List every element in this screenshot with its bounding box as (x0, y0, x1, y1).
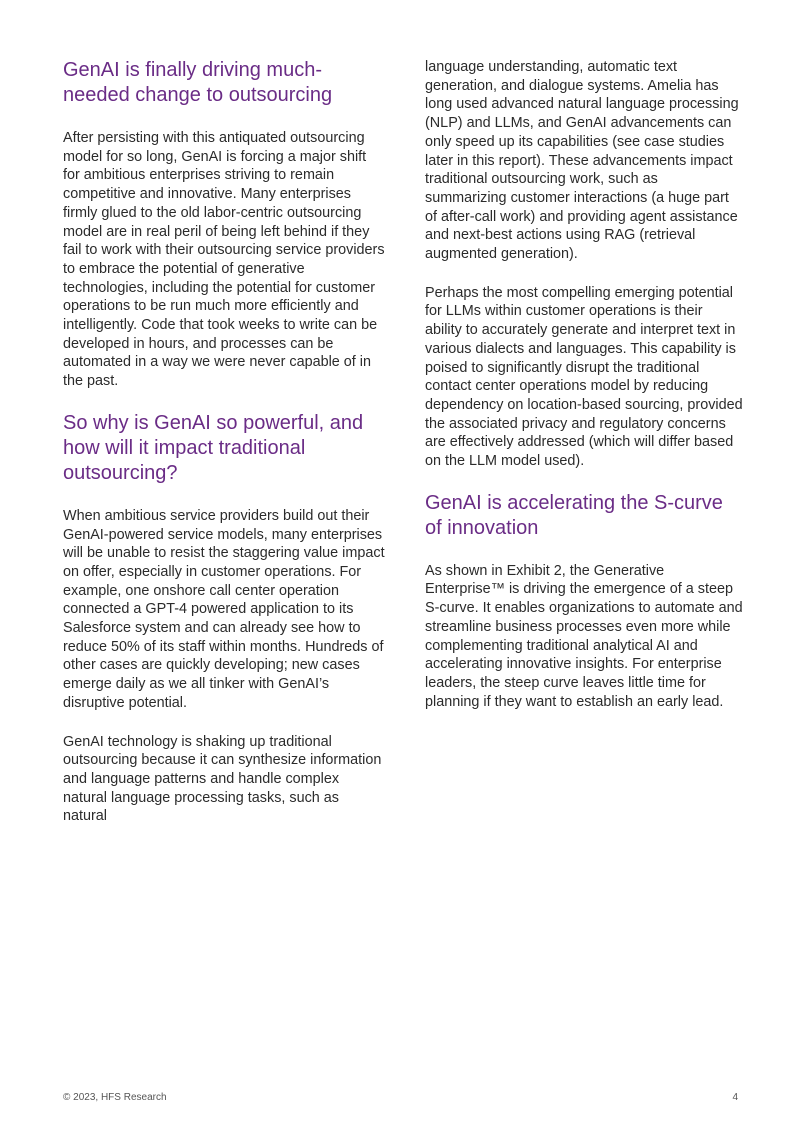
left-column (63, 58, 385, 846)
section-heading-why-genai-powerful: So why is GenAI so powerful, and how will it impact traditional outsourcing? (63, 411, 364, 484)
page-footer (63, 1092, 738, 1103)
paragraph-antiquated-model: After persisting with this antiquated outsourcing model for so long, GenAI is forcing a major shift for ambitious enterprises striving to remain competitive and innovative. Many enterprises firmly glued to the old labor-centric outsourcing model are in real peril of being left behind if they fail to work with their outsourcing service providers to embrace the potential of generative technologies, including the potential for customer operations to be run much more efficiently and intelligently. Code that took weeks to write can be developed in hours, and processes can be automated in a way we were never capable of in the past. (63, 130, 385, 390)
paragraph-service-providers: When ambitious service providers build out their GenAI-powered service models, many enterprises will be unable to resist the staggering value impact on offer, especially in customer operations. For example, one onshore call center operation connected a GPT-4 powered application to its Salesforce system and can already see how to reduce 50% of its staff within months. Hundreds of other cases are quickly developing; new cases emerge daily as we all tinker with GenAI’s disruptive potential. (63, 507, 385, 711)
section-heading-outsourcing-change: GenAI is finally driving much-needed change to outsourcing (63, 59, 333, 106)
right-column (425, 58, 743, 731)
section-heading-s-curve: GenAI is accelerating the S-curve of innovation (425, 491, 723, 539)
paragraph-llm-potential: Perhaps the most compelling emerging potential for LLMs within customer operations is their ability to accurately generate and interpret text in various dialects and languages. This capability is poised to significantly disrupt the traditional contact center operations model by reducing dependency on location-based sourcing, provided the associated privacy and regulatory concerns are effectively addressed (which will differ based on the LLM model used). (425, 284, 743, 470)
paragraph-language-understanding: language understanding, automatic text generation, and dialogue systems. Amelia has long used advanced natural language processing (NLP) and LLMs, and GenAI advancements can only speed up its capabilities (see case studies later in this report). These advancements impact traditional outsourcing work, such as summarizing customer interactions (a huge part of after-call work) and providing agent assistance and next-best actions using RAG (retrieval augmented generation). (425, 59, 739, 263)
paragraph-exhibit-2: As shown in Exhibit 2, the Generative Enterprise™ is driving the emergence of a steep S-curve. It enables organizations to automate and streamline business processes even more while complementing traditional analytical AI and accelerating innovative insights. For enterprise leaders, the steep curve leaves little time for planning if they want to establish an early lead. (425, 562, 743, 710)
paragraph-genai-technology: GenAI technology is shaking up traditional outsourcing because it can synthesize information and language patterns and handle complex natural language processing tasks, such as natural (63, 733, 382, 825)
page-number: 4 (732, 1092, 738, 1103)
footer-copyright: © 2023, HFS Research (63, 1092, 167, 1103)
